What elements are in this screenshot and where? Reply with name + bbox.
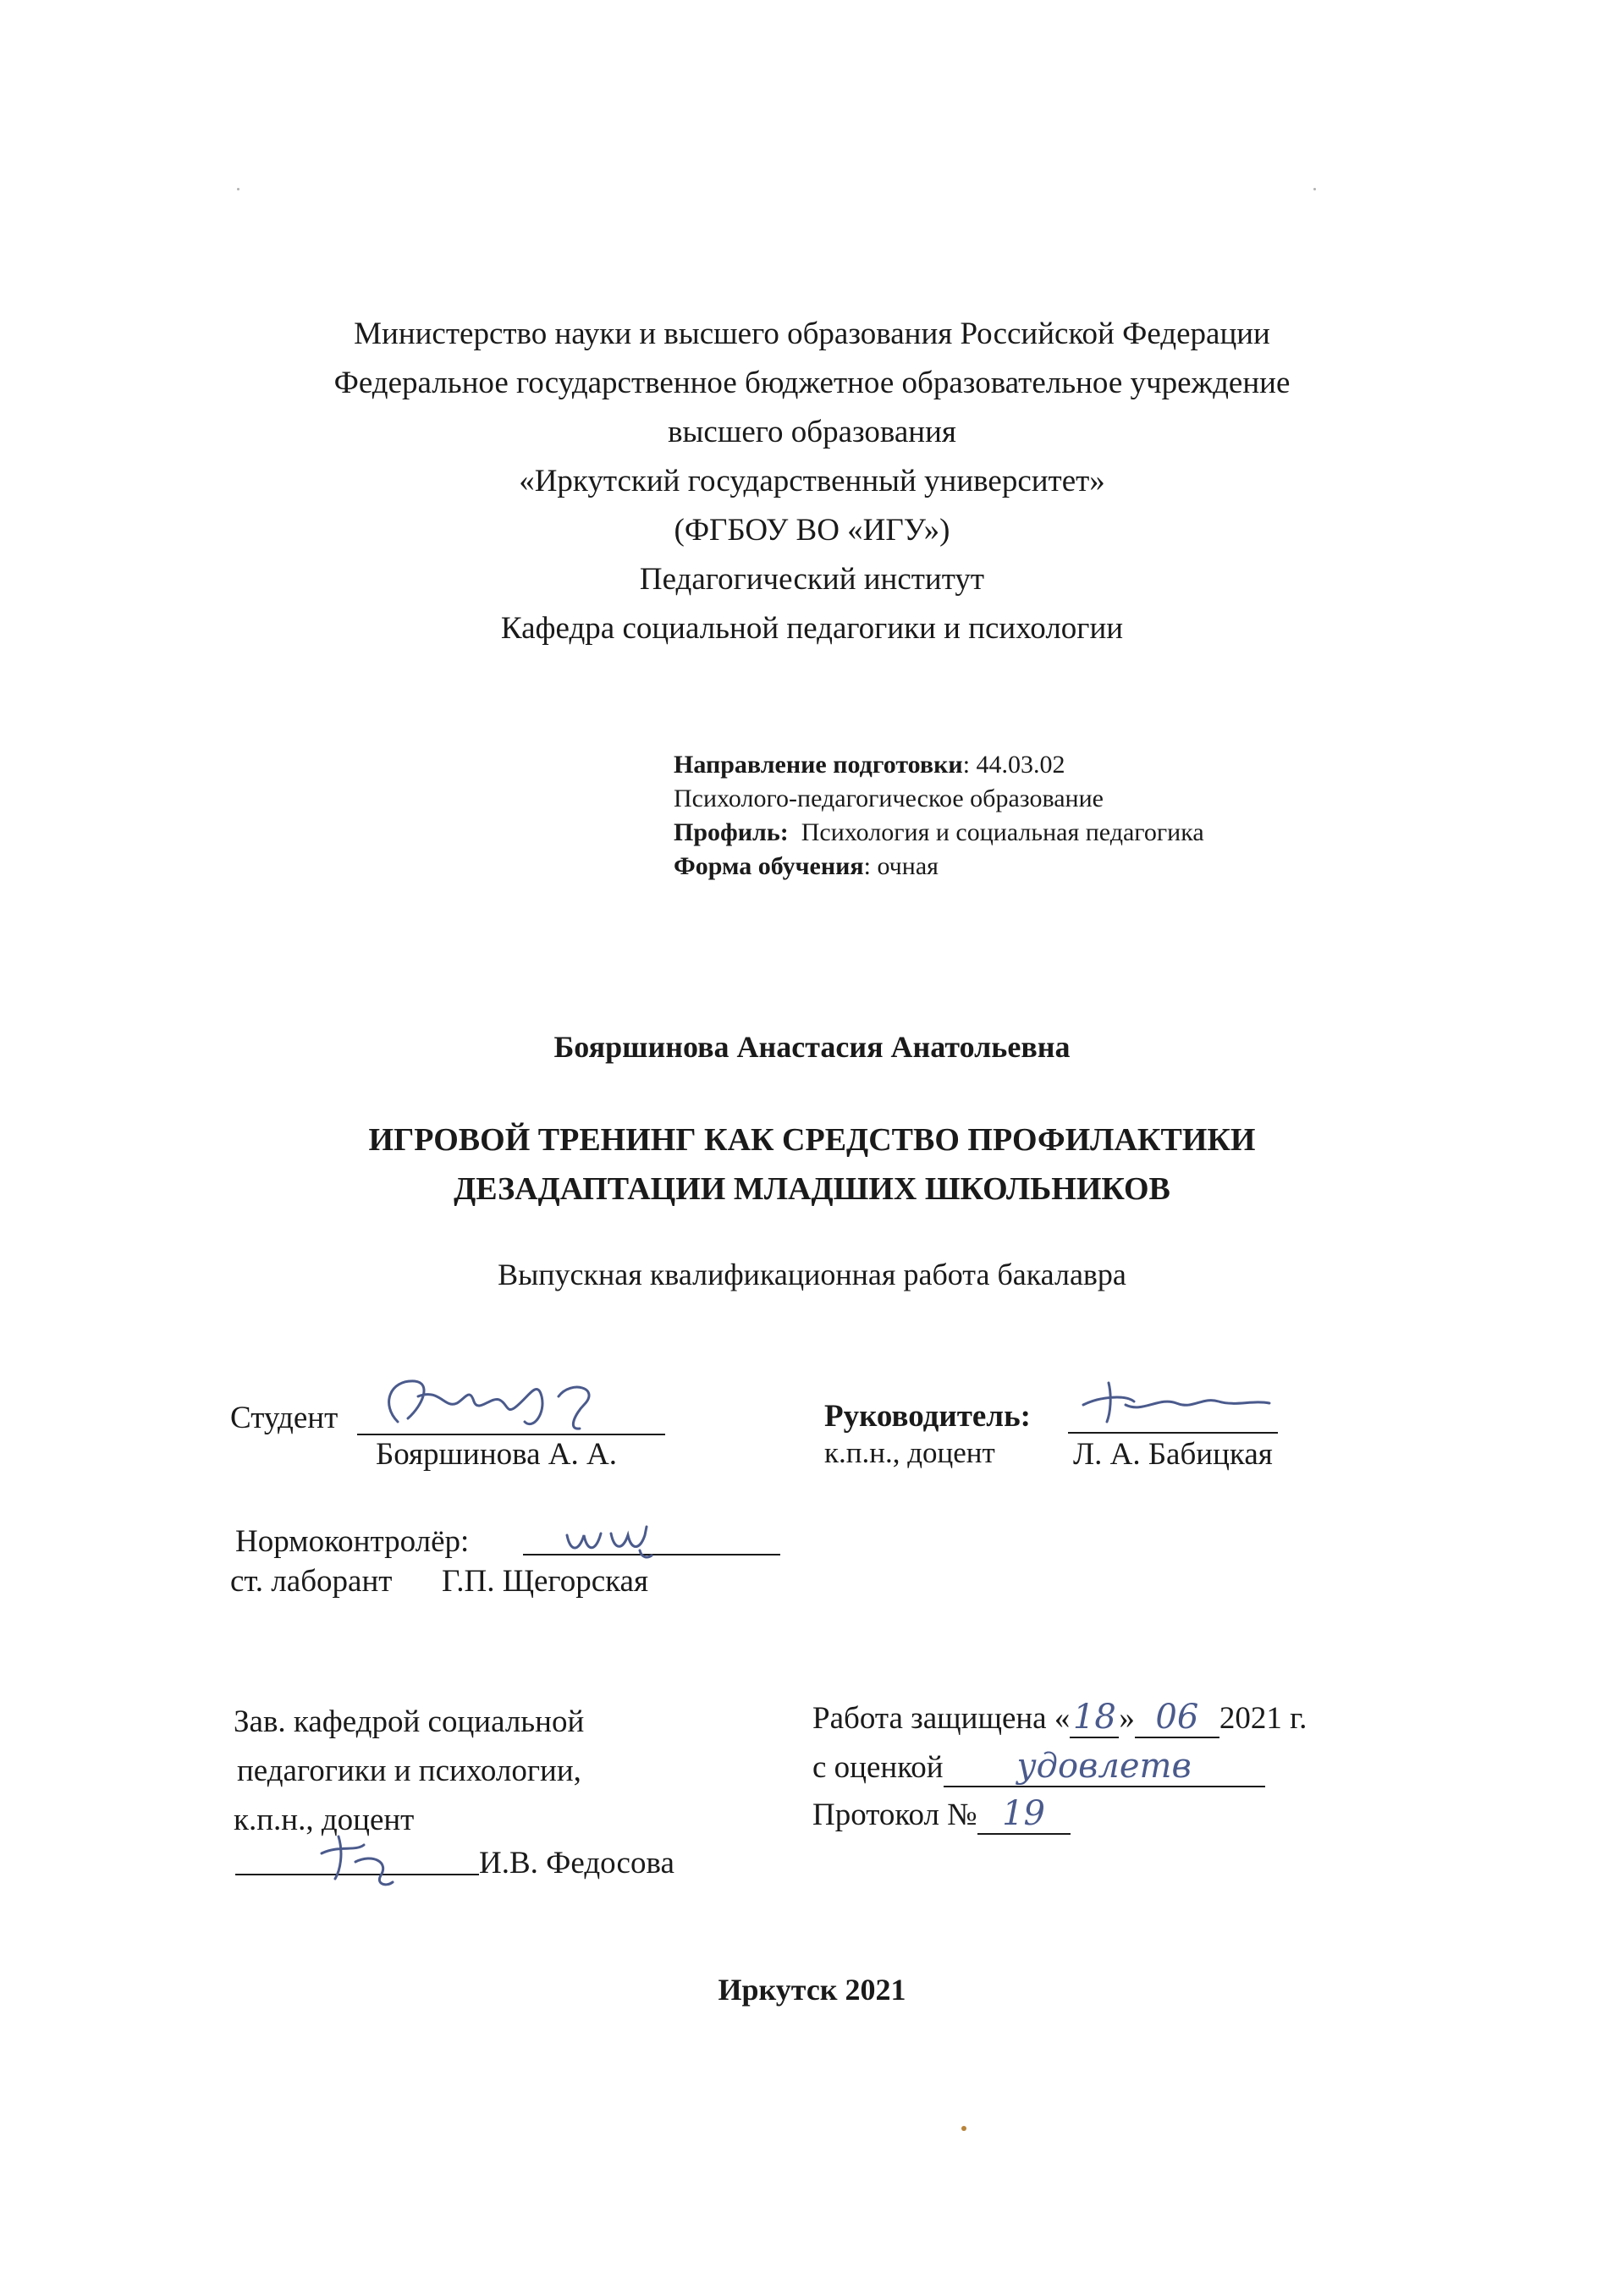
defense-grade-line <box>812 1747 1265 1787</box>
defense-year: 2021 г. <box>1219 1701 1307 1736</box>
head-line3: к.п.н., доцент <box>234 1803 415 1837</box>
grade-value: удовлетв <box>944 1747 1265 1787</box>
head-signature <box>305 1820 423 1896</box>
protocol-value: 19 <box>977 1794 1071 1835</box>
form-value: : очная <box>863 852 939 880</box>
direction-line <box>674 748 1204 782</box>
header-line: «Иркутский государственный университет» <box>519 464 1105 498</box>
normcontrol-label: Нормоконтролёр: <box>235 1524 470 1559</box>
institution-header <box>0 310 1624 653</box>
normcontrol-title: ст. лаборант <box>230 1564 393 1599</box>
footer-city-year: Иркутск 2021 <box>718 1973 906 2007</box>
normcontrol-signature <box>559 1501 677 1561</box>
defense-prefix: Работа защищена « <box>812 1701 1071 1736</box>
direction-value: : 44.03.02 <box>962 751 1065 779</box>
supervisor-title: к.п.н., доцент <box>824 1436 995 1469</box>
student-signature <box>364 1363 618 1439</box>
author-name: Бояршинова Анастасия Анатольевна <box>553 1030 1071 1064</box>
header-line: (ФГБОУ ВО «ИГУ») <box>674 513 950 548</box>
normcontrol-name: Г.П. Щегорская <box>442 1564 648 1599</box>
form-label: Форма обучения <box>674 852 864 880</box>
supervisor-name: Л. А. Бабицкая <box>1073 1437 1273 1472</box>
scan-speck <box>1313 188 1316 190</box>
scan-speck <box>961 2126 966 2131</box>
defense-mid: » <box>1119 1701 1135 1736</box>
protocol-label: Протокол № <box>812 1798 977 1832</box>
thesis-title <box>0 1115 1624 1214</box>
defense-protocol-line <box>812 1794 1071 1835</box>
profile-line <box>674 816 1204 850</box>
header-line: Федеральное государственное бюджетное образовательное учреждение <box>333 366 1291 400</box>
head-line1: Зав. кафедрой социальной <box>234 1704 585 1739</box>
head-name: И.В. Федосова <box>479 1846 674 1880</box>
direction-name: Психолого-педагогическое образование <box>674 785 1104 812</box>
header-line: высшего образования <box>668 415 956 449</box>
form-line <box>674 850 1204 884</box>
profile-label: Профиль: <box>674 818 789 846</box>
supervisor-signature-line <box>1068 1432 1278 1434</box>
title-line: ДЕЗАДАПТАЦИИ МЛАДШИХ ШКОЛЬНИКОВ <box>454 1171 1170 1207</box>
student-name: Бояршинова А. А. <box>376 1437 617 1472</box>
profile-value: Психология и социальная педагогика <box>801 818 1204 846</box>
header-line: Министерство науки и высшего образования Российской Федерации <box>354 317 1270 351</box>
supervisor-label: Руководитель: <box>824 1399 1031 1434</box>
program-info <box>674 748 1204 884</box>
header-line: Педагогический институт <box>639 562 985 597</box>
work-type: Выпускная квалификационная работа бакалавра <box>498 1258 1126 1291</box>
defense-month: 06 <box>1135 1698 1219 1738</box>
defense-day: 18 <box>1070 1698 1119 1738</box>
direction-label: Направление подготовки <box>674 751 963 779</box>
scan-speck <box>237 188 239 190</box>
grade-label: с оценкой <box>812 1750 944 1785</box>
title-line: ИГРОВОЙ ТРЕНИНГ КАК СРЕДСТВО ПРОФИЛАКТИКИ <box>368 1122 1256 1158</box>
header-line: Кафедра социальной педагогики и психологии <box>500 611 1124 646</box>
head-line2: педагогики и психологии, <box>237 1754 581 1788</box>
student-label: Студент <box>230 1401 339 1435</box>
supervisor-signature <box>1075 1371 1278 1430</box>
defense-date-line <box>812 1698 1307 1738</box>
